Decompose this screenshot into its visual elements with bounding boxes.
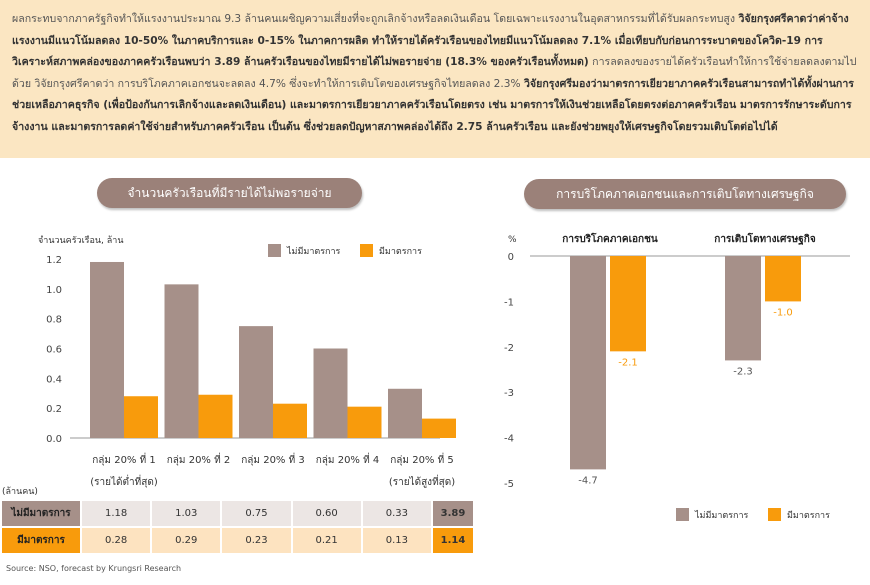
table-unit-label: (ล้านคน) (2, 487, 38, 497)
table-total-measures: 1.14 (432, 527, 474, 554)
legend-label-measures: มีมาตรการ (787, 511, 830, 521)
right-data-label: -2.1 (618, 357, 638, 369)
left-bar-measures (348, 407, 382, 438)
right-bar-no-measures (725, 256, 761, 360)
data-table (0, 499, 475, 555)
legend-label-no-measures: ไม่มีมาตรการ (695, 511, 749, 521)
left-y-tick-label: 1.0 (46, 284, 62, 296)
left-x-tick-label: (รายได้สูงที่สุด) (388, 477, 456, 488)
table-cell: 0.33 (362, 500, 432, 527)
left-bar-no-measures (90, 262, 124, 438)
right-category-label: การบริโภคภาคเอกชน (562, 234, 658, 245)
row-label-no-measures: ไม่มีมาตรการ (1, 500, 81, 527)
intro-bold-1: วิจัยกรุงศรีคาดว่าค่าจ้างแรงงานมีแนวโน้มลดลง 10-50% ในภาคบริการและ 0-15% ในภาคการผลิต ทำให้รายได้ครัวเรือนของไทยมีแนวโน้มลดลง 7.1% เมื่อเทียบกับก่อนการระบาดของโควิด-19 การวิเคราะห์สภาพคล่องของภาคครัวเรือนพบว่า 3.89 ล้านครัวเรือนของไทยมีรายได้ไม่พอรายจ่าย (18.3% ของครัวเรือนทั้งหมด) (12, 13, 849, 69)
left-bar-no-measures (314, 349, 348, 439)
table-cell: 0.13 (362, 527, 432, 554)
left-bar-measures (124, 396, 158, 438)
right-bar-measures (765, 256, 801, 301)
left-bar-measures (199, 395, 233, 438)
left-bar-no-measures (165, 284, 199, 438)
left-x-tick-label: กลุ่ม 20% ที่ 1 (92, 455, 156, 466)
right-y-tick-label: -5 (504, 479, 514, 490)
legend-swatch-no-measures (268, 244, 281, 257)
table-cell: 1.03 (151, 500, 221, 527)
left-bar-no-measures (388, 389, 422, 438)
right-chart-title: การบริโภคภาคเอกชนและการเติบโตทางเศรษฐกิจ (524, 179, 846, 209)
intro-bold-2: วิจัยกรุงศรีมองว่ามาตรการเยียวยาภาคครัวเรือนสามารถทำได้ทั้งผ่านการช่วยเหลือภาคธุรกิจ (เพื่อป้องกันการเลิกจ้างและลดเงินเดือน) และมาตรการเยียวยาภาคครัวเรือนโดยตรง เช่น มาตรการให้เงินช่วยเหลือโดยตรงต่อภาคครัวเรือน มาตรการรักษาระดับการจ้างงาน และมาตรการลดค่าใช้จ่ายสำหรับภาคครัวเรือน เป็นต้น ซึ่งช่วยลดปัญหาสภาพคล่องได้ถึง 2.75 ล้านครัวเรือน และยังช่วยพยุงให้เศรษฐกิจโดยรวมเติบโตต่อไปได้ (12, 77, 854, 133)
left-x-tick-label: กลุ่ม 20% ที่ 3 (241, 455, 305, 466)
table-row-measures (1, 527, 474, 554)
legend-swatch-no-measures (676, 508, 689, 521)
legend-swatch-measures (360, 244, 373, 257)
right-bar-measures (610, 256, 646, 351)
legend-label-no-measures: ไม่มีมาตรการ (287, 247, 341, 257)
left-bar-measures (422, 419, 456, 438)
right-y-axis-label: % (508, 235, 517, 245)
left-y-tick-label: 0.8 (46, 314, 62, 326)
table-cell: 0.29 (151, 527, 221, 554)
row-label-measures: มีมาตรการ (1, 527, 81, 554)
right-bar-no-measures (570, 256, 606, 469)
legend-label-measures: มีมาตรการ (379, 247, 422, 257)
left-y-tick-label: 0.0 (46, 434, 62, 445)
table-cell: 0.60 (292, 500, 362, 527)
left-y-tick-label: 1.2 (46, 255, 62, 266)
left-y-tick-label: 0.2 (46, 404, 62, 416)
table-row-no-measures (1, 500, 474, 527)
left-x-tick-label: กลุ่ม 20% ที่ 5 (390, 455, 454, 466)
table-cell: 0.23 (221, 527, 291, 554)
intro-text-2: การลดลงของรายได้ครัวเรือนทำให้การใช้จ่ายลดลงตามไปด้วย วิจัยกรุงศรีคาดว่า การบริโภคภาคเอกชนจะลดลง 4.7% ซึ่งจะทำให้การเติบโตของเศรษฐกิจไทยลดลง 2.3% (12, 56, 857, 90)
right-data-label: -4.7 (578, 475, 598, 487)
right-y-tick-label: 0 (507, 252, 514, 263)
table-cell: 0.21 (292, 527, 362, 554)
left-y-tick-label: 0.4 (46, 374, 62, 386)
right-data-label: -2.3 (733, 366, 753, 378)
left-bar-measures (273, 404, 307, 438)
source-note: Source: NSO, forecast by Krungsri Research (6, 564, 182, 573)
table-cell: 0.28 (81, 527, 151, 554)
right-y-tick-label: -1 (504, 297, 514, 309)
legend-swatch-measures (768, 508, 781, 521)
intro-text-1: ผลกระทบจากภาครัฐกิจทำให้แรงงานประมาณ 9.3 ล้านคนเผชิญความเสี่ยงที่จะถูกเลิกจ้างหรือลดเงินเดือน โดยเฉพาะแรงงานในอุตสาหกรรมที่ได้รับผลกระทบสูง (12, 13, 736, 25)
table-total-no-measures: 3.89 (432, 500, 474, 527)
right-category-label: การเติบโตทางเศรษฐกิจ (714, 234, 816, 245)
table-cell: 1.18 (81, 500, 151, 527)
left-bar-no-measures (239, 326, 273, 438)
left-chart-title: จำนวนครัวเรือนที่มีรายได้ไม่พอรายจ่าย (97, 178, 362, 208)
left-y-tick-label: 0.6 (46, 344, 62, 356)
right-y-tick-label: -4 (504, 433, 514, 445)
right-y-tick-label: -3 (504, 388, 514, 400)
table-cell: 0.75 (221, 500, 291, 527)
right-y-tick-label: -2 (504, 342, 514, 354)
left-x-tick-label: กลุ่ม 20% ที่ 2 (166, 455, 231, 466)
left-x-tick-label: (รายได้ต่ำที่สุด) (90, 477, 158, 488)
right-data-label: -1.0 (773, 307, 793, 319)
left-y-axis-label: จำนวนครัวเรือน, ล้าน (38, 236, 124, 246)
left-x-tick-label: กลุ่ม 20% ที่ 4 (315, 455, 380, 466)
